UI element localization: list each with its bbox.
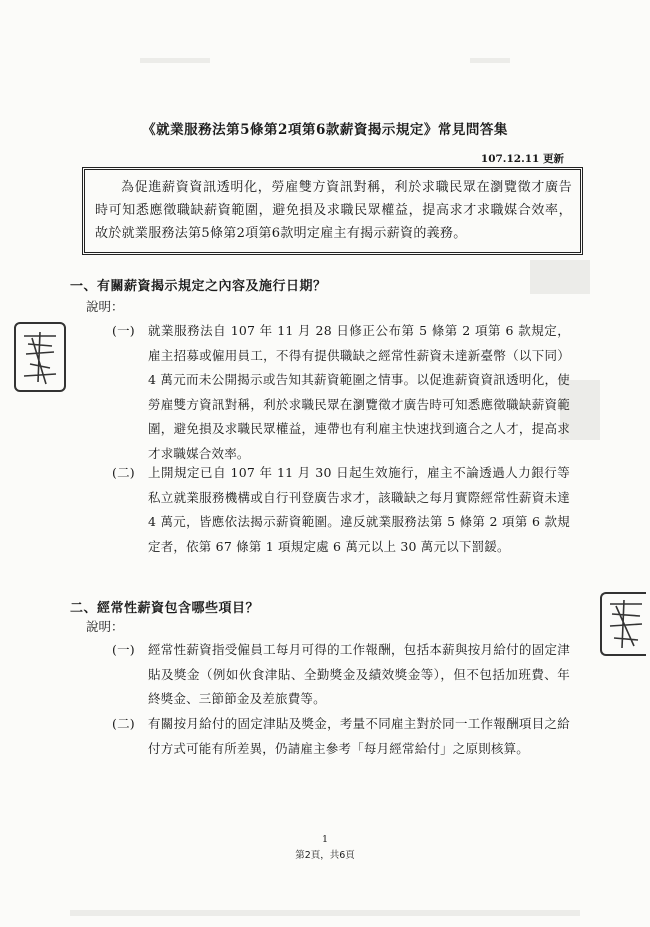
intro-box	[82, 167, 583, 255]
seal-stamp-icon	[602, 594, 646, 654]
page-title: 《就業服務法第5條第2項第6款薪資揭示規定》常見問答集	[142, 122, 508, 138]
section-1-item-1	[112, 319, 570, 466]
item-text: 有關按月給付的固定津貼及獎金，考量不同雇主對於同一工作報酬項目之給付方式可能有所差異，仍請雇主參考「每月經常給付」之原則核算。	[148, 716, 570, 756]
section-2-label: 說明：	[86, 619, 124, 634]
section-2-item-2	[112, 712, 570, 761]
section-1-heading: 一、有關薪資揭示規定之內容及施行日期？	[70, 279, 327, 294]
seal-stamp-left	[14, 322, 66, 392]
item-marker: (一)	[112, 323, 135, 338]
section-2-heading: 二、經常性薪資包含哪些項目？	[70, 601, 260, 616]
bleed-through-mark	[70, 910, 580, 916]
item-text: 上開規定已自 107 年 11 月 30 日起生效施行，雇主不論透過人力銀行等私立就業服務機構或自行刊登廣告求才，該職缺之每月實際經常性薪資未達 4 萬元，皆應依法揭示薪資範圍。違反就業服務法第 5 條第 2 項第 6 款規定者，依第 67 條第 1 項規定處 6 萬元以上 30 萬元以下罰鍰。	[148, 465, 570, 554]
item-text: 就業服務法自 107 年 11 月 28 日修正公布第 5 條第 2 項第 6 款規定，雇主招募或僱用員工，不得有提供職缺之經常性薪資未達新臺幣（以下同）4 萬元而未公開揭示或告知其薪資範圍之情事。以促進薪資資訊透明化，使勞雇雙方資訊對稱，利於求職民眾在瀏覽徵才廣告時可知悉應徵職缺薪資範圍，避免損及求職民眾權益，連帶也有利雇主快速找到適合之人才，提高求才求職媒合效率。	[148, 323, 570, 461]
update-date: 107.12.11 更新	[480, 153, 564, 165]
item-text: 經常性薪資指受僱員工每月可得的工作報酬，包括本薪與按月給付的固定津貼及獎金（例如伙食津貼、全勤獎金及績效獎金等），但不包括加班費、年終獎金、三節節金及差旅費等。	[148, 642, 570, 706]
item-marker: (二)	[112, 465, 135, 480]
section-1-label: 說明：	[86, 299, 124, 314]
section-2-item-1	[112, 638, 570, 712]
intro-text: 為促進薪資資訊透明化，勞雇雙方資訊對稱，利於求職民眾在瀏覽徵才廣告時可知悉應徵職缺薪資範圍，避免損及求職民眾權益，提高求才求職媒合效率，故於就業服務法第5條第2項第6款明定雇主有揭示薪資的義務。	[95, 180, 572, 241]
bleed-through-mark	[470, 58, 510, 63]
section-1-item-2	[112, 461, 570, 559]
bleed-through-mark	[530, 260, 590, 294]
seal-stamp-icon	[16, 324, 64, 390]
page-count: 第2頁，共6頁	[295, 850, 355, 861]
item-marker: (一)	[112, 642, 135, 657]
seal-stamp-right	[600, 592, 646, 656]
page-number: 1	[321, 834, 329, 845]
item-marker: (二)	[112, 716, 135, 731]
bleed-through-mark	[140, 58, 210, 63]
